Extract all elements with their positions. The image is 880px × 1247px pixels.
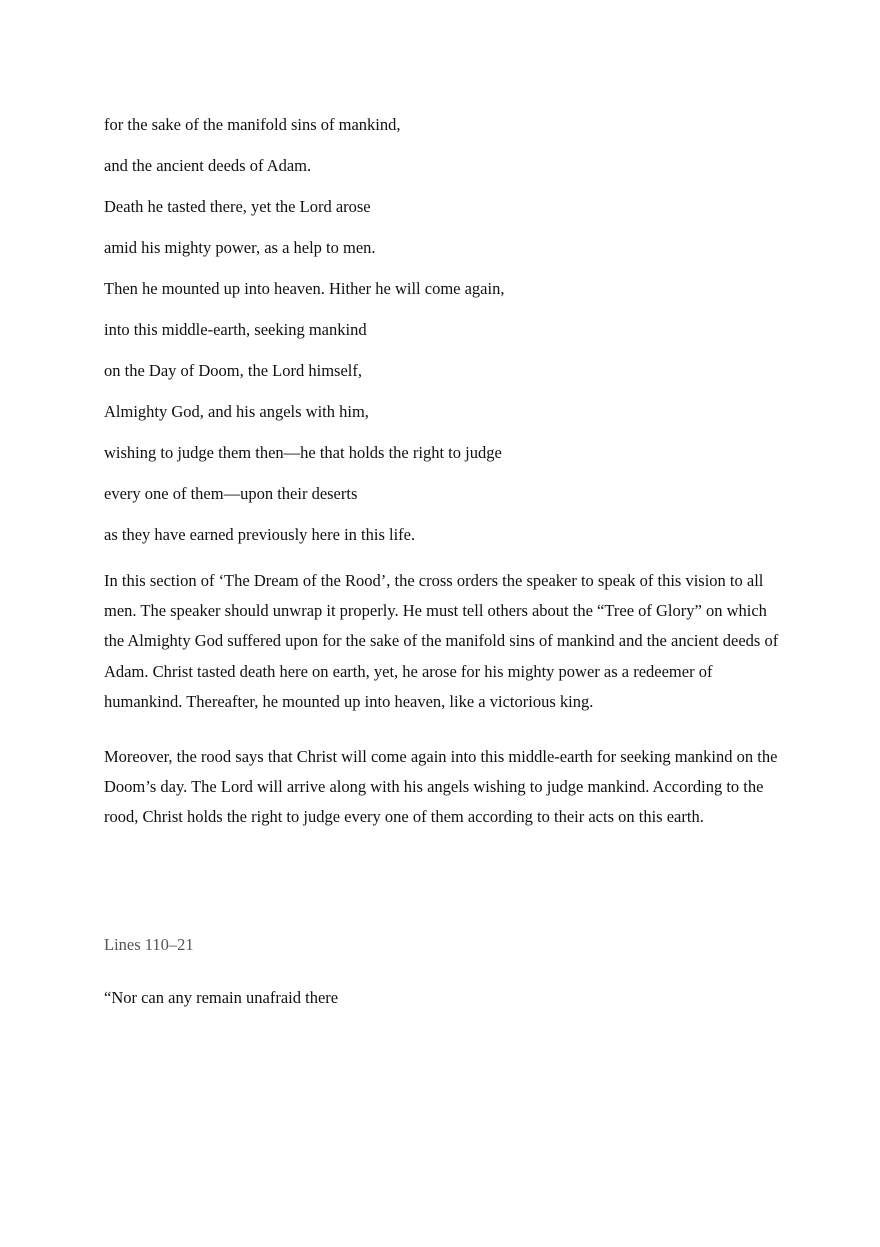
verse-excerpt: [104, 115, 784, 566]
verse-line: Almighty God, and his angels with him,: [104, 402, 369, 421]
quote-line: “Nor can any remain unafraid there: [104, 988, 339, 1007]
commentary-paragraph-2: Moreover, the rood says that Christ will come again into this middle-earth for seeking mankind on the Doom’s day. The Lord will arrive along with his angels wishing to judge mankind. According to the rood, Christ holds the right to judge every one of them according to their acts on this earth.: [104, 747, 778, 827]
section-heading: Lines 110–21: [104, 935, 194, 954]
commentary-paragraph-1: In this section of ‘The Dream of the Rood’, the cross orders the speaker to speak of this vision to all men. The speaker should unwrap it properly. He must tell others about the “Tree of Glory” on which the Almighty God suffered upon for the sake of the manifold sins of mankind and the ancient deeds of Adam. Christ tasted death here on earth, yet, he arose for his mighty power as a redeemer of humankind. Thereafter, he mounted up into heaven, like a victorious king.: [104, 571, 779, 711]
verse-line: into this middle-earth, seeking mankind: [104, 320, 367, 339]
verse-line: Death he tasted there, yet the Lord arose: [104, 197, 371, 216]
verse-line: as they have earned previously here in this life.: [104, 525, 416, 544]
verse-line: every one of them—upon their deserts: [104, 484, 358, 503]
verse-line: for the sake of the manifold sins of mankind,: [104, 115, 401, 134]
document-page: [104, 0, 784, 1247]
verse-line: wishing to judge them then—he that holds the right to judge: [104, 443, 502, 462]
verse-line: Then he mounted up into heaven. Hither he will come again,: [104, 279, 505, 298]
verse-line: and the ancient deeds of Adam.: [104, 156, 312, 175]
verse-line: on the Day of Doom, the Lord himself,: [104, 361, 362, 380]
verse-line: amid his mighty power, as a help to men.: [104, 238, 376, 257]
